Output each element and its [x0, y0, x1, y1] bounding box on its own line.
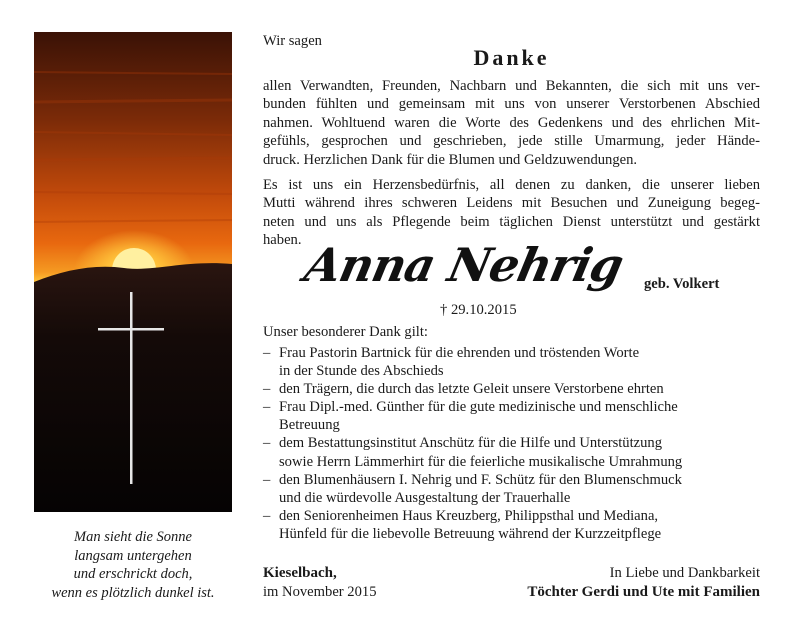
list-item-line: den Trägern, die durch das letzte Geleit unsere Verstorbene ehrten [279, 381, 664, 398]
paragraph-line: nahmen. Wohltuend waren die Worte des Gedenkens und des ehrlichen Mit- [263, 114, 760, 131]
list-item-line: dem Bestattungsinstitut Anschütz für die Hilfe und Unterstützung [279, 435, 663, 452]
list-item [263, 380, 763, 398]
paragraph-line: haben. [263, 232, 302, 249]
list-item-line: Hünfeld für die liebevolle Betreuung während der Kurzzeitpflege [279, 525, 662, 542]
list-item-line: in der Stunde des Abschieds [279, 363, 444, 380]
list-dash: – [263, 399, 271, 416]
paragraph-line: neten und uns als Pflegende beim täglichen Dienst unterstützt und gestärkt [263, 213, 760, 230]
list-item-line: den Blumenhäusern I. Nehrig und F. Schütz für den Blumenschmuck [279, 471, 682, 488]
date: im November 2015 [263, 584, 377, 600]
list-item-line: sowie Herrn Lämmerhirt für die feierliche musikalische Umrahmung [279, 453, 683, 470]
greeting: Wir sagen [263, 33, 322, 49]
list-item [263, 507, 763, 543]
list-item [263, 471, 763, 507]
list-item-line: den Seniorenheimen Haus Kreuzberg, Philippsthal und Mediana, [279, 507, 659, 524]
paragraph-line: bunden fühlten und gemeinsam mit uns von unserer Verstorbenen Abschied [263, 96, 760, 113]
sunset-image [34, 32, 232, 512]
list-dash: – [263, 507, 271, 524]
poem-line: und erschrickt doch, [73, 566, 193, 582]
paragraph-line: Mutti während ihres schweren Leidens mit Besuchen und Zuneigung begeg- [263, 195, 760, 212]
sunset-photo [34, 32, 232, 512]
special-thanks-list [263, 344, 763, 543]
list-item-line: und die würdevolle Ausgestaltung der Trauerhalle [279, 489, 571, 506]
list-item-line: Betreuung [279, 417, 340, 434]
signature: Töchter Gerdi und Ute mit Familien [527, 584, 760, 600]
list-item-line: Frau Dipl.-med. Günther für die gute medizinische und menschliche [279, 399, 678, 416]
death-date: † 29.10.2015 [440, 302, 517, 318]
poem [34, 528, 232, 602]
list-dash: – [263, 381, 271, 398]
list-dash: – [263, 345, 271, 361]
list-dash: – [263, 435, 271, 452]
list-dash: – [263, 471, 271, 488]
birth-name: geb. Volkert [644, 276, 720, 292]
list-item [263, 398, 763, 434]
poem-line: Man sieht die Sonne [74, 529, 192, 545]
special-thanks-heading: Unser besonderer Dank gilt: [263, 324, 428, 340]
thanks-paragraph [263, 77, 760, 169]
closing-line: In Liebe und Dankbarkeit [609, 565, 760, 581]
poem-line: wenn es plötzlich dunkel ist. [51, 584, 215, 601]
list-item-line: Frau Pastorin Bartnick für die ehrenden und tröstenden Worte [279, 345, 640, 361]
list-item [263, 344, 763, 380]
poem-line: langsam untergehen [74, 547, 192, 564]
page-title: Danke [473, 45, 550, 70]
place: Kieselbach, [263, 565, 337, 581]
paragraph-line: gefühls, gesprochen und geschrieben, jede stille Umarmung, jeder Hände- [263, 133, 760, 150]
paragraph-line: Es ist uns ein Herzensbedürfnis, all denen zu danken, die unserer lieben [263, 177, 760, 193]
list-item [263, 434, 763, 470]
paragraph-line: druck. Herzlichen Dank für die Blumen und Geldzuwendungen. [263, 151, 638, 168]
paragraph-line: allen Verwandten, Freunden, Nachbarn und Bekannten, die sich mit uns ver- [263, 78, 760, 94]
deceased-name: Anna Nehrig [300, 238, 628, 292]
